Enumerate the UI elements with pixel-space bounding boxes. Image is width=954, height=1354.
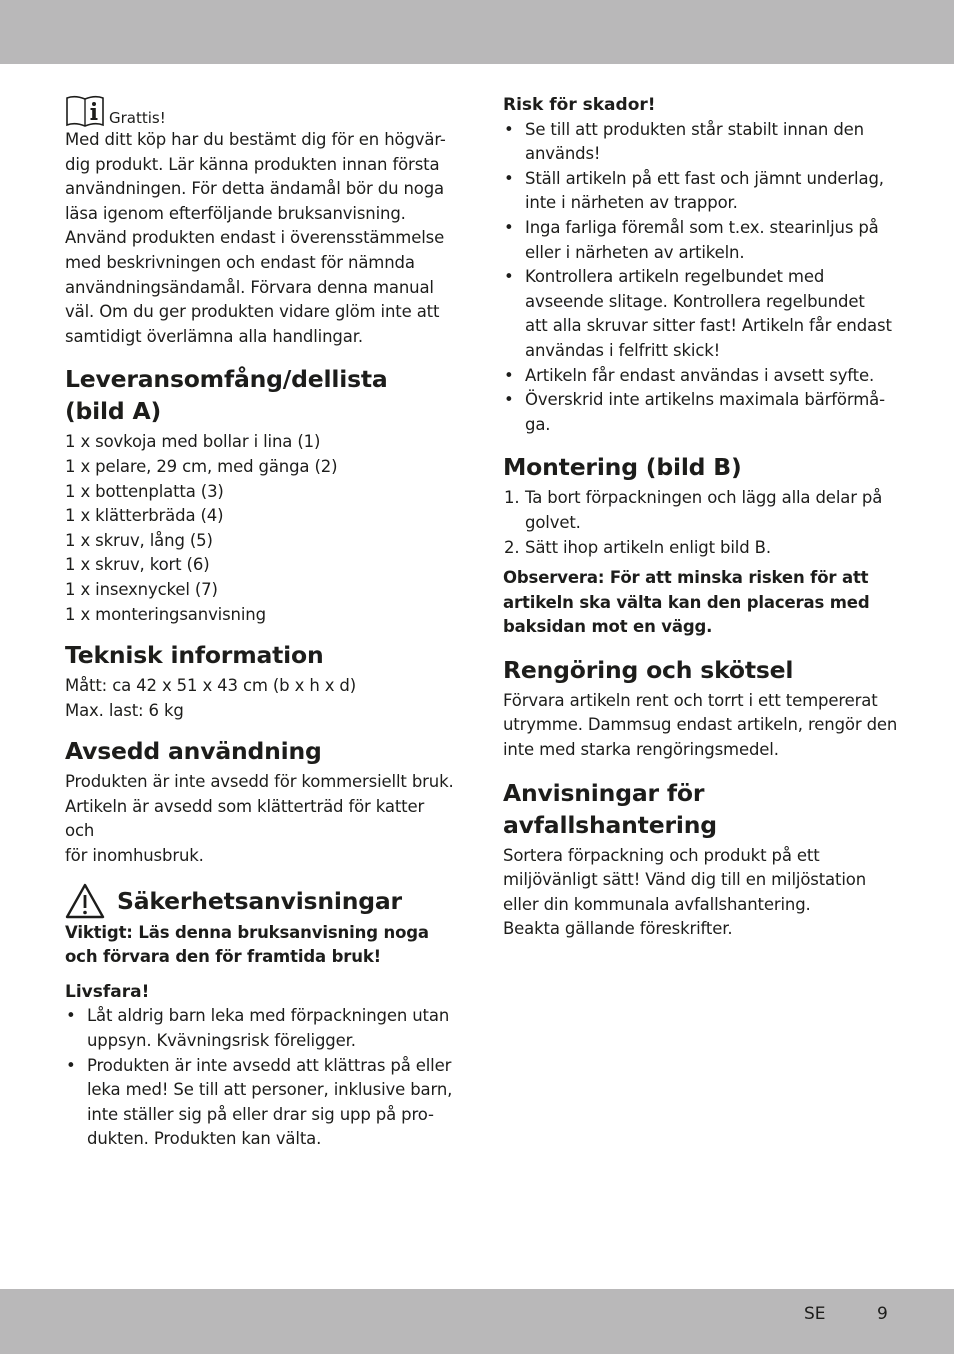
- intro-line: läsa igenom efterföljande bruksanvisning.: [65, 203, 406, 223]
- greeting: Grattis!: [109, 109, 166, 127]
- cleaning-section: [503, 654, 898, 763]
- intended-line: Artikeln är avsedd som klätterträd för katter och: [65, 796, 425, 841]
- bullet-line: dukten. Produkten kan välta.: [87, 1129, 322, 1149]
- delivery-heading-1: Leveransomfång/dellista: [65, 365, 388, 394]
- bullet-line: Se till att produkten står stabilt innan den: [525, 119, 864, 139]
- page-number: 9: [877, 1304, 888, 1324]
- list-item: [503, 364, 898, 389]
- intended-line: Produkten är inte avsedd för kommersiellt bruk.: [65, 772, 454, 792]
- safety-section: [65, 883, 455, 1152]
- bullet-line: Inga farliga föremål som t.ex. stearinljus på: [525, 217, 879, 237]
- safety-heading: Säkerhetsanvisningar: [117, 886, 402, 915]
- disposal-line: Sortera förpackning och produkt på ett: [503, 845, 820, 865]
- bullet-line: uppsyn. Kvävningsrisk föreligger.: [87, 1031, 356, 1051]
- bullet-line: inte i närheten av trappor.: [525, 193, 738, 213]
- tech-line: Max. last: 6 kg: [65, 700, 184, 720]
- delivery-item: 1 x skruv, lång (5): [65, 530, 213, 550]
- bullet-dot: •: [504, 390, 514, 410]
- disposal-heading-1: Anvisningar för: [503, 778, 705, 807]
- note-line: artikeln ska välta kan den placeras med: [503, 592, 870, 612]
- cleaning-line: Förvara artikeln rent och torrt i ett tempererat: [503, 690, 878, 710]
- right-column: [503, 93, 898, 942]
- delivery-section: [65, 363, 455, 627]
- bullet-dot: •: [66, 1006, 76, 1026]
- bullet-dot: •: [504, 168, 514, 188]
- step-line: golvet.: [525, 512, 581, 532]
- list-item: [503, 118, 898, 167]
- delivery-item: 1 x bottenplatta (3): [65, 481, 224, 501]
- header-bar: [0, 0, 954, 64]
- intended-section: [65, 735, 455, 868]
- step-line: Ta bort förpackningen och lägg alla delar på: [525, 488, 883, 508]
- disposal-line: Beakta gällande föreskrifter.: [503, 919, 733, 939]
- delivery-item: 1 x skruv, kort (6): [65, 555, 210, 575]
- intended-heading: Avsedd användning: [65, 737, 322, 766]
- bullet-line: Ställ artikeln på ett fast och jämnt underlag,: [525, 168, 884, 188]
- cleaning-line: inte med starka rengöringsmedel.: [503, 740, 779, 760]
- intro-line: användningsändamål. Förvara denna manual: [65, 277, 434, 297]
- safety-header: [65, 883, 455, 919]
- danger-label: Livsfara!: [65, 981, 150, 1002]
- step-line: Sätt ihop artikeln enligt bild B.: [525, 537, 771, 557]
- disposal-line: eller din kommunala avfallshantering.: [503, 894, 811, 914]
- list-item: [503, 216, 898, 265]
- info-book-icon: [65, 94, 105, 128]
- list-item: [503, 167, 898, 216]
- tech-heading: Teknisk information: [65, 641, 324, 670]
- danger-bullets: [65, 1004, 455, 1152]
- disposal-section: [503, 777, 898, 942]
- left-column: [65, 92, 455, 1152]
- bullet-line: Artikeln får endast användas i avsett syfte.: [525, 365, 875, 385]
- bullet-line: användas i felfritt skick!: [525, 340, 721, 360]
- bullet-line: leka med! Se till att personer, inklusive barn,: [87, 1080, 453, 1100]
- intro-line: dig produkt. Lär känna produkten innan första: [65, 154, 440, 174]
- delivery-item: 1 x pelare, 29 cm, med gänga (2): [65, 456, 338, 476]
- intro-line: användningen. För detta ändamål bör du noga: [65, 179, 445, 199]
- assembly-note: [503, 566, 898, 640]
- assembly-steps: [503, 486, 898, 560]
- safety-important-line: och förvara den för framtida bruk!: [65, 947, 382, 967]
- bullet-dot: •: [66, 1055, 76, 1075]
- bullet-line: att alla skruvar sitter fast! Artikeln får endast: [525, 316, 892, 336]
- step-number: 2.: [504, 537, 520, 557]
- bullet-line: Kontrollera artikeln regelbundet med: [525, 267, 825, 287]
- list-item: [503, 388, 898, 437]
- bullet-line: ga.: [525, 414, 551, 434]
- delivery-item: 1 x sovkoja med bollar i lina (1): [65, 432, 321, 452]
- assembly-heading: Montering (bild B): [503, 453, 742, 482]
- list-item: [65, 1054, 455, 1152]
- bullet-dot: •: [504, 217, 514, 237]
- list-item: [503, 486, 898, 535]
- footer-language: SE: [804, 1304, 826, 1324]
- injury-bullets: [503, 118, 898, 438]
- bullet-line: Låt aldrig barn leka med förpackningen utan: [87, 1006, 450, 1026]
- intro-line: väl. Om du ger produkten vidare glöm inte att: [65, 302, 440, 322]
- bullet-line: eller i närheten av artikeln.: [525, 242, 745, 262]
- assembly-section: [503, 451, 898, 640]
- note-line: Observera: För att minska risken för att: [503, 568, 869, 588]
- list-item: [503, 536, 898, 561]
- intro-line: Använd produkten endast i överensstämmelse: [65, 228, 445, 248]
- intro-header: [65, 92, 455, 128]
- delivery-item: 1 x klätterbräda (4): [65, 506, 224, 526]
- bullet-line: inte ställer sig på eller drar sig upp på pro-: [87, 1104, 434, 1124]
- cleaning-line: utrymme. Dammsug endast artikeln, rengör den: [503, 715, 898, 735]
- warning-triangle-icon: [65, 883, 105, 919]
- delivery-heading-2: (bild A): [65, 397, 162, 426]
- list-item: [503, 265, 898, 363]
- bullet-line: används!: [525, 144, 601, 164]
- bullet-dot: •: [504, 267, 514, 287]
- disposal-heading-2: avfallshantering: [503, 810, 717, 839]
- bullet-line: Produkten är inte avsedd att klättras på eller: [87, 1055, 452, 1075]
- intro-line: med beskrivningen och endast för nämnda: [65, 252, 415, 272]
- note-line: baksidan mot en vägg.: [503, 617, 713, 637]
- disposal-line: miljövänligt sätt! Vänd dig till en miljöstation: [503, 870, 867, 890]
- intro-text: [65, 128, 455, 349]
- delivery-item: 1 x monteringsanvisning: [65, 604, 266, 624]
- bullet-line: avseende slitage. Kontrollera regelbundet: [525, 291, 865, 311]
- bullet-line: Överskrid inte artikelns maximala bärförmå-: [525, 390, 885, 410]
- tech-section: [65, 639, 455, 723]
- bullet-dot: •: [504, 365, 514, 385]
- tech-line: Mått: ca 42 x 51 x 43 cm (b x h x d): [65, 676, 357, 696]
- injury-label: Risk för skador!: [503, 95, 656, 115]
- bullet-dot: •: [504, 119, 514, 139]
- intended-line: för inomhusbruk.: [65, 846, 204, 866]
- cleaning-heading: Rengöring och skötsel: [503, 655, 794, 684]
- safety-important-line: Viktigt: Läs denna bruksanvisning noga: [65, 922, 429, 942]
- intro-line: samtidigt överlämna alla handlingar.: [65, 326, 363, 346]
- step-number: 1.: [504, 488, 520, 508]
- delivery-item: 1 x insexnyckel (7): [65, 579, 218, 599]
- intro-line: Med ditt köp har du bestämt dig för en högvär-: [65, 130, 446, 149]
- list-item: [65, 1004, 455, 1053]
